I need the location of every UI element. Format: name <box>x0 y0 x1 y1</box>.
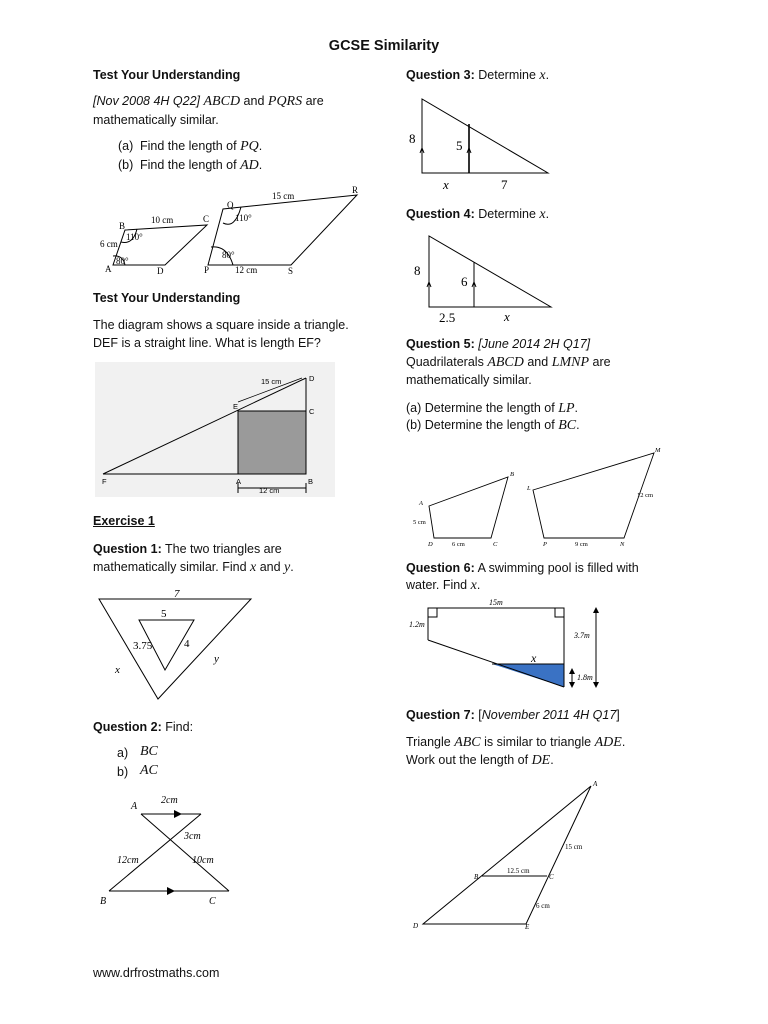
footer-url[interactable]: www.drfrostmaths.com <box>93 966 220 980</box>
q7-line0: Question 7: [November 2011 4H Q17] <box>406 708 620 722</box>
label-angle-p: 80° <box>222 250 235 260</box>
label-p: P <box>204 265 210 275</box>
label-ps: 12 cm <box>235 265 258 275</box>
label-outer-top: 7 <box>174 588 180 600</box>
q2-a-var: BC <box>140 744 158 759</box>
square <box>238 411 306 474</box>
label-s: S <box>288 266 294 276</box>
q7-text-mid: is similar to triangle <box>484 735 592 749</box>
tyu2-line1: The diagram shows a square inside a triangle. <box>93 318 349 332</box>
q1-line1 <box>93 540 282 558</box>
label-f: F <box>102 477 107 486</box>
label-r: R <box>352 185 359 195</box>
tyu1-diagram <box>95 185 370 280</box>
q4-h2: 6 <box>461 274 468 289</box>
q5-label-n: N <box>620 541 625 548</box>
q7-label: Question 7: <box>406 708 475 722</box>
q5-are: are <box>592 355 611 369</box>
q6-var: x <box>470 578 477 593</box>
arrow-top <box>174 810 182 818</box>
label-d: D <box>309 374 315 383</box>
q7-line2: Work out the length of DE. <box>406 753 554 768</box>
q5-and: and <box>527 355 549 369</box>
label-d: D <box>157 266 164 276</box>
tyu1-part-a-var: PQ <box>240 139 259 154</box>
label-ab: 12 cm <box>259 486 280 495</box>
q7-t2: ADE <box>594 735 622 750</box>
exercise-heading: Exercise 1 <box>93 514 155 528</box>
q7-line1: Triangle ABC is similar to triangle ADE. <box>406 735 626 750</box>
q5-label-b: B <box>510 471 514 478</box>
q4-label: Question 4: <box>406 207 475 221</box>
q7-label-b: B <box>474 873 479 881</box>
q5-a-text: (a) Determine the length of <box>406 401 555 415</box>
q6-label-top: 15m <box>489 598 503 607</box>
q7-label-bc: 12.5 cm <box>507 867 530 875</box>
q6-label: Question 6: <box>406 561 475 575</box>
q5-a-var: LP <box>558 401 575 416</box>
q3-b1: x <box>443 177 449 192</box>
q5-label-ad: 5 cm <box>413 519 426 526</box>
tyu1-part-a-label: (a) <box>118 139 134 153</box>
q2-diagram <box>95 790 245 910</box>
tyu1-line2: mathematically similar. <box>93 113 219 127</box>
q1-x: x <box>250 560 257 575</box>
label-angle-b: 110° <box>126 232 143 242</box>
label-top: 2cm <box>161 795 178 806</box>
q5-label-dc: 6 cm <box>452 541 465 548</box>
q5-diagram <box>405 445 670 550</box>
tyu1-heading: Test Your Understanding <box>93 68 241 82</box>
q2-text: Find: <box>165 720 194 734</box>
q7-label-d: D <box>413 922 419 930</box>
tyu2-line2: DEF is a straight line. What is length EF? <box>93 336 321 350</box>
q7-label-ce: 6 cm <box>536 902 550 910</box>
tyu1-part-a-text: Find the length of <box>140 139 237 153</box>
q3-line: Question 3: Determine x. <box>406 68 550 83</box>
label-e: E <box>233 402 239 411</box>
q5-text1: Quadrilaterals <box>406 355 484 369</box>
q1-and: and <box>259 560 281 574</box>
label-outer-right: y <box>214 653 219 665</box>
q5-part-a: (a) Determine the length of LP. <box>406 401 579 416</box>
q2-b-label: b) <box>117 765 129 779</box>
q7-triangle <box>423 786 591 924</box>
q3-h2: 5 <box>456 138 463 153</box>
q5-label-m: M <box>655 447 661 454</box>
q1-label: Question 1: <box>93 542 162 556</box>
tyu1-intro <box>93 92 383 129</box>
q5-label-l: L <box>527 485 531 492</box>
q6-label-left: 1.2m <box>409 620 425 629</box>
q4-b1: 2.5 <box>439 310 456 325</box>
q6-diagram <box>380 596 615 696</box>
q3-b2: 7 <box>501 177 508 192</box>
q7-diagram <box>405 778 605 933</box>
q6-text1: A swimming pool is filled with <box>477 561 639 575</box>
q5-shape2: LMNP <box>551 355 590 370</box>
q1-y: y <box>284 560 291 575</box>
label-left: 12cm <box>117 855 139 866</box>
q6-label-water: 1.8m <box>577 673 593 682</box>
q7-label-e: E <box>525 923 530 931</box>
q5-label-c: C <box>493 541 498 548</box>
tyu1-shape2: PQRS <box>267 94 303 109</box>
label-outer-left: x <box>115 664 120 676</box>
tyu1-part-b-text: Find the length of <box>140 158 237 172</box>
label-c: C <box>209 896 216 907</box>
q7-var: DE <box>531 753 551 768</box>
tyu1-part-b-var: AD <box>240 158 259 173</box>
q5-line1 <box>406 353 611 372</box>
label-angle-a: 80° <box>116 256 129 266</box>
q5-line0 <box>406 335 590 353</box>
q7-label-ac: 15 cm <box>565 843 583 851</box>
tyu1-part-b-label: (b) <box>118 158 134 172</box>
label-q: Q <box>227 200 234 210</box>
q3-triangle <box>422 99 548 173</box>
q4-triangle <box>429 236 551 307</box>
q5-label-p: P <box>543 541 547 548</box>
tyu1-are: are <box>305 94 324 108</box>
q4-b2: x <box>504 309 510 324</box>
q2-a-label: a) <box>117 746 129 760</box>
q1-diagram <box>95 585 265 707</box>
q4-line: Question 4: Determine x. <box>406 207 550 222</box>
q6-label-right: 3.7m <box>574 631 590 640</box>
q5-shape1: ABCD <box>487 355 524 370</box>
q6-text2: water. Find <box>406 578 468 592</box>
quad-lmnp <box>533 453 654 538</box>
tyu1-part-a: Find the length of PQ. <box>140 139 263 154</box>
label-a: A <box>131 801 138 812</box>
q7-text2: Work out the length of <box>406 753 529 767</box>
q5-label-pn: 9 cm <box>575 541 588 548</box>
tyu2-diagram <box>95 362 335 497</box>
q5-source: [June 2014 2H Q17] <box>478 337 591 351</box>
q4-h1: 8 <box>414 263 421 278</box>
q3-var: x <box>539 68 546 83</box>
q6-line1 <box>406 559 639 577</box>
tyu1-source: [Nov 2008 4H Q22] <box>93 94 201 108</box>
arrow-bottom <box>167 887 175 895</box>
q3-h1: 8 <box>409 131 416 146</box>
q7-label-c: C <box>549 873 554 881</box>
label-ab: 6 cm <box>100 239 118 249</box>
q1-line2: mathematically similar. Find x and y. <box>93 560 294 575</box>
q2-label: Question 2: <box>93 720 162 734</box>
q2-b-var: AC <box>140 763 158 778</box>
q5-label-mn: 12 cm <box>637 492 654 499</box>
q2-line <box>93 718 193 736</box>
label-c: C <box>309 407 315 416</box>
label-ed: 15 cm <box>261 377 282 386</box>
label-c: C <box>203 214 210 224</box>
label-a: A <box>236 477 242 486</box>
outer-triangle <box>99 599 251 699</box>
tyu1-part-b: Find the length of AD. <box>140 158 263 173</box>
q4-diagram <box>405 230 555 325</box>
q4-text: Determine <box>478 207 536 221</box>
q6-label-x: x <box>531 651 537 665</box>
label-qr: 15 cm <box>272 191 295 201</box>
q5-b-text: (b) Determine the length of <box>406 418 555 432</box>
tyu1-and: and <box>243 94 265 108</box>
q6-line2: water. Find x. <box>406 578 481 593</box>
label-b: B <box>119 221 126 231</box>
q1-text: The two triangles are <box>165 542 282 556</box>
label-b: B <box>100 896 107 907</box>
q4-var: x <box>539 207 546 222</box>
label-angle-q: 110° <box>235 213 252 223</box>
tyu1-shape1: ABCD <box>203 94 241 109</box>
label-right: 10cm <box>192 855 214 866</box>
label-a: A <box>105 264 112 274</box>
q3-text: Determine <box>478 68 536 82</box>
q5-label-a: A <box>419 500 423 507</box>
q5-part-b: (b) Determine the length of BC. <box>406 418 580 433</box>
q1-text2: mathematically similar. Find <box>93 560 247 574</box>
q5-label: Question 5: <box>406 337 475 351</box>
quad-abcd <box>429 477 508 538</box>
q3-label: Question 3: <box>406 68 475 82</box>
tyu2-heading: Test Your Understanding <box>93 291 241 305</box>
q3-diagram <box>405 92 555 192</box>
label-inner-right: 4 <box>184 638 190 650</box>
q7-t1: ABC <box>454 735 481 750</box>
q5-b-var: BC <box>558 418 577 433</box>
page-title: GCSE Similarity <box>328 38 440 54</box>
q5-line2: mathematically similar. <box>406 373 532 387</box>
q7-source: November 2011 4H Q17 <box>481 708 617 722</box>
label-bc: 10 cm <box>151 215 174 225</box>
label-inner-top: 5 <box>161 608 167 620</box>
label-cross: 3cm <box>184 831 201 842</box>
q5-label-d: D <box>428 541 433 548</box>
q7-label-a: A <box>593 780 598 788</box>
label-inner-left: 3.75 <box>133 640 153 652</box>
label-b: B <box>308 477 314 486</box>
q7-text1: Triangle <box>406 735 451 749</box>
